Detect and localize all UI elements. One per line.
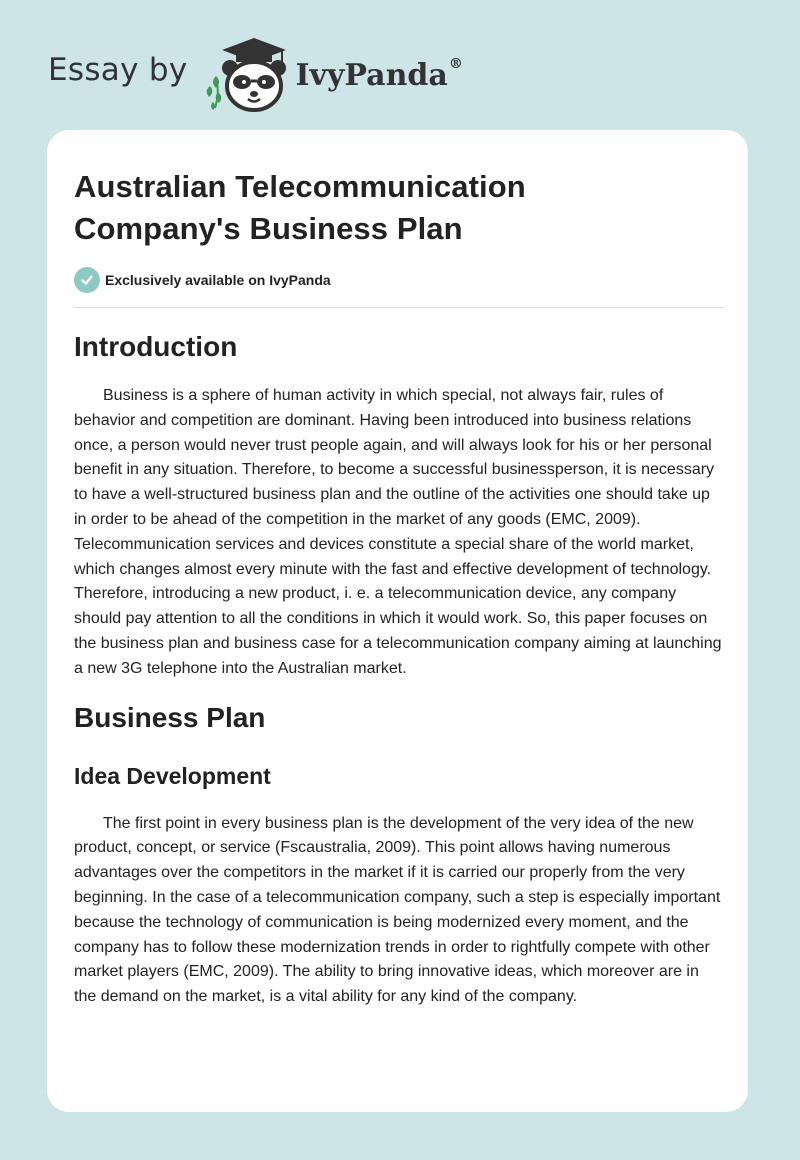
title-line-2: Company's Business Plan <box>74 211 463 246</box>
essay-by-label: Essay by <box>48 52 188 88</box>
site-header <box>48 34 463 114</box>
divider <box>74 307 723 308</box>
exclusive-label: Exclusively available on IvyPanda <box>105 272 331 288</box>
idea-development-heading: Idea Development <box>74 762 271 789</box>
panda-mascot-icon <box>202 36 290 112</box>
introduction-paragraph: Business is a sphere of human activity in which special, not always fair, rules of behavior and competition are dominant. Having been introduced into business relations once, a person would never trust people again, and will always look for his or her personal benefit in any situation. Therefore, to become a successful businessperson, it is necessary to have a well-structured business plan and the outline of the activities one should take up in order to be ahead of the competition in the market of any goods (EMC, 2009). Telecommunication services and devices constitute a special share of the world market, which changes almost every minute with the fast and effective development of technology. Therefore, introducing a new product, i. e. a telecommunication device, any company should pay attention to all the conditions in which it would work. So, this paper focuses on the business plan and business case for a telecommunication company aiming at launching a new 3G telephone into the Australian market. <box>74 387 722 677</box>
brand-name: IvyPanda® <box>295 55 463 93</box>
title-line-1: Australian Telecommunication <box>74 169 526 204</box>
essay-card <box>47 130 748 1112</box>
business-plan-heading: Business Plan <box>74 701 266 733</box>
checkmark-icon <box>74 267 100 293</box>
idea-development-paragraph: The first point in every business plan is the development of the very idea of the new product, concept, or service (Fscaustralia, 2009). This point allows having numerous advantages over the competitors in the market if it is carried our properly from the very beginning. In the case of a telecommunication company, such a step is especially important because the technology of communication is being modernized every moment, and the company has to follow these modernization trends in order to rightfully compete with other market players (EMC, 2009). The ability to bring innovative ideas, which moreover are in the demand on the market, is a vital ability for any kind of the company. <box>74 814 721 1006</box>
exclusive-badge <box>74 267 723 293</box>
ivypanda-logo[interactable] <box>202 36 463 112</box>
essay-content <box>74 166 723 1010</box>
registered-mark: ® <box>448 55 463 72</box>
essay-title <box>74 166 723 250</box>
introduction-heading: Introduction <box>74 331 238 362</box>
